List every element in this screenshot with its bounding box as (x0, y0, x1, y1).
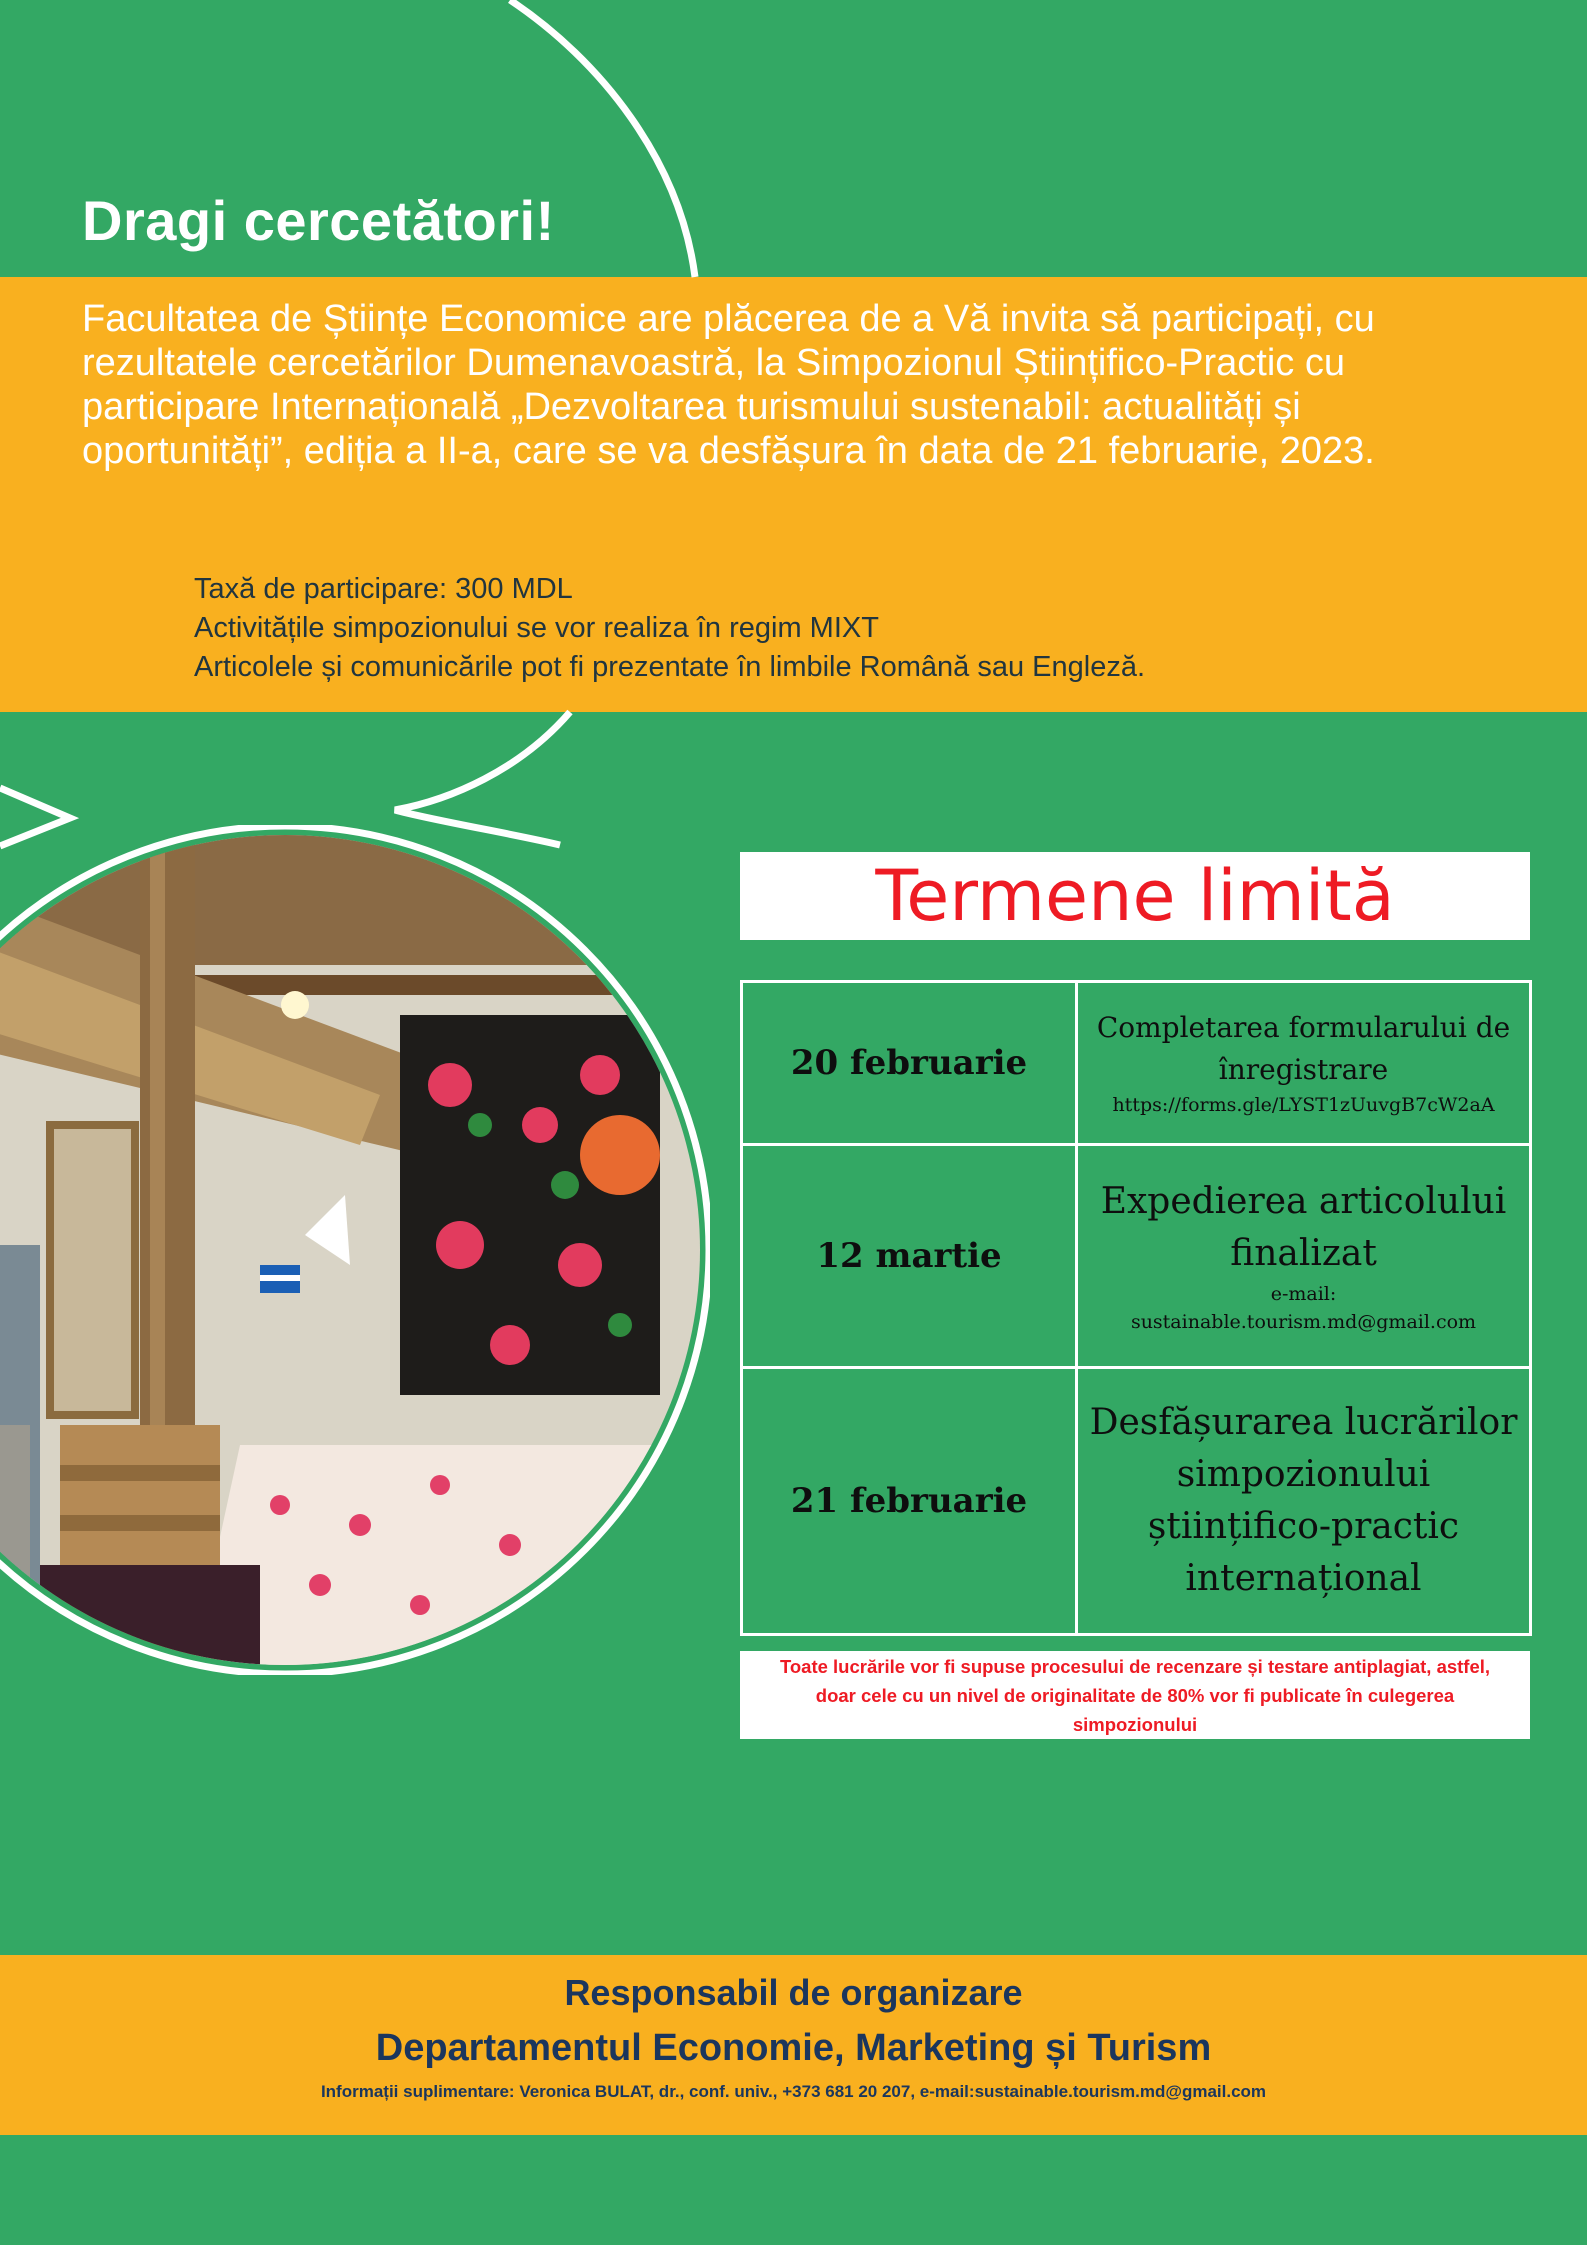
deadline-date: 12 martie (742, 1144, 1077, 1367)
invitation-text: Facultatea de Științe Economice are plăcerea de a Vă invita să participați, cu rezultatele cercetărilor Dumenavoastră, la Simpozionul Științifico-Practic cu participare Internațională „Dezvoltarea turismului sustenabil: actualități și oportunități”, ediția a II-a, care se va desfășura în data de 21 februarie, 2023. (82, 298, 1375, 472)
organizer-department: Departamentul Economie, Marketing și Turism (375, 2027, 1212, 2069)
deadline-date: 21 februarie (742, 1367, 1077, 1634)
fee-line: Taxă de participare: 300 MDL (194, 573, 573, 605)
greeting-heading: Dragi cercetători! (82, 189, 555, 252)
email-label: e-mail: (1270, 1282, 1337, 1305)
deadline-title-box (740, 852, 1530, 940)
deadline-description: Completarea formularului de înregistrare (1096, 1010, 1511, 1086)
deadline-date: 20 februarie (742, 982, 1077, 1145)
deadline-row (742, 1367, 1531, 1634)
contact-info: Informații suplimentare: Veronica BULAT, dr., conf. univ., +373 681 20 207, e-mail:sustainable.tourism.md@gmail.com (320, 2082, 1267, 2101)
deadline-row (742, 1144, 1531, 1367)
deadline-description: Expedierea articolului finalizat (1100, 1180, 1507, 1274)
deadline-description-cell (1077, 1367, 1531, 1634)
deadline-title: Termene limită (875, 855, 1395, 937)
registration-form-link[interactable]: https://forms.gle/LYST1zUuvgB7cW2aA (1112, 1093, 1495, 1116)
deadline-description-cell (1077, 982, 1531, 1145)
review-note-box (740, 1651, 1530, 1739)
language-line: Articolele și comunicările pot fi prezentate în limbile Română sau Engleză. (194, 651, 1146, 683)
deadline-row (742, 982, 1531, 1145)
deadline-table (740, 980, 1532, 1636)
room-photo (0, 825, 710, 1675)
deadline-description: Desfășurarea lucrărilor simpozionului științifico-practic internațional (1089, 1401, 1518, 1599)
mode-line: Activitățile simpozionului se vor realiza în regim MIXT (194, 612, 879, 644)
participation-details (194, 570, 1145, 687)
organizer-heading: Responsabil de organizare (564, 1972, 1023, 2013)
review-note: Toate lucrările vor fi supuse procesului de recenzare și testare antiplagiat, astfel, doar cele cu un nivel de originalitate de 80% vor fi publicate în culegerea simpozionului (779, 1655, 1491, 1735)
deadline-description-cell (1077, 1144, 1531, 1367)
submission-email-link[interactable]: sustainable.tourism.md@gmail.com (1130, 1310, 1477, 1333)
